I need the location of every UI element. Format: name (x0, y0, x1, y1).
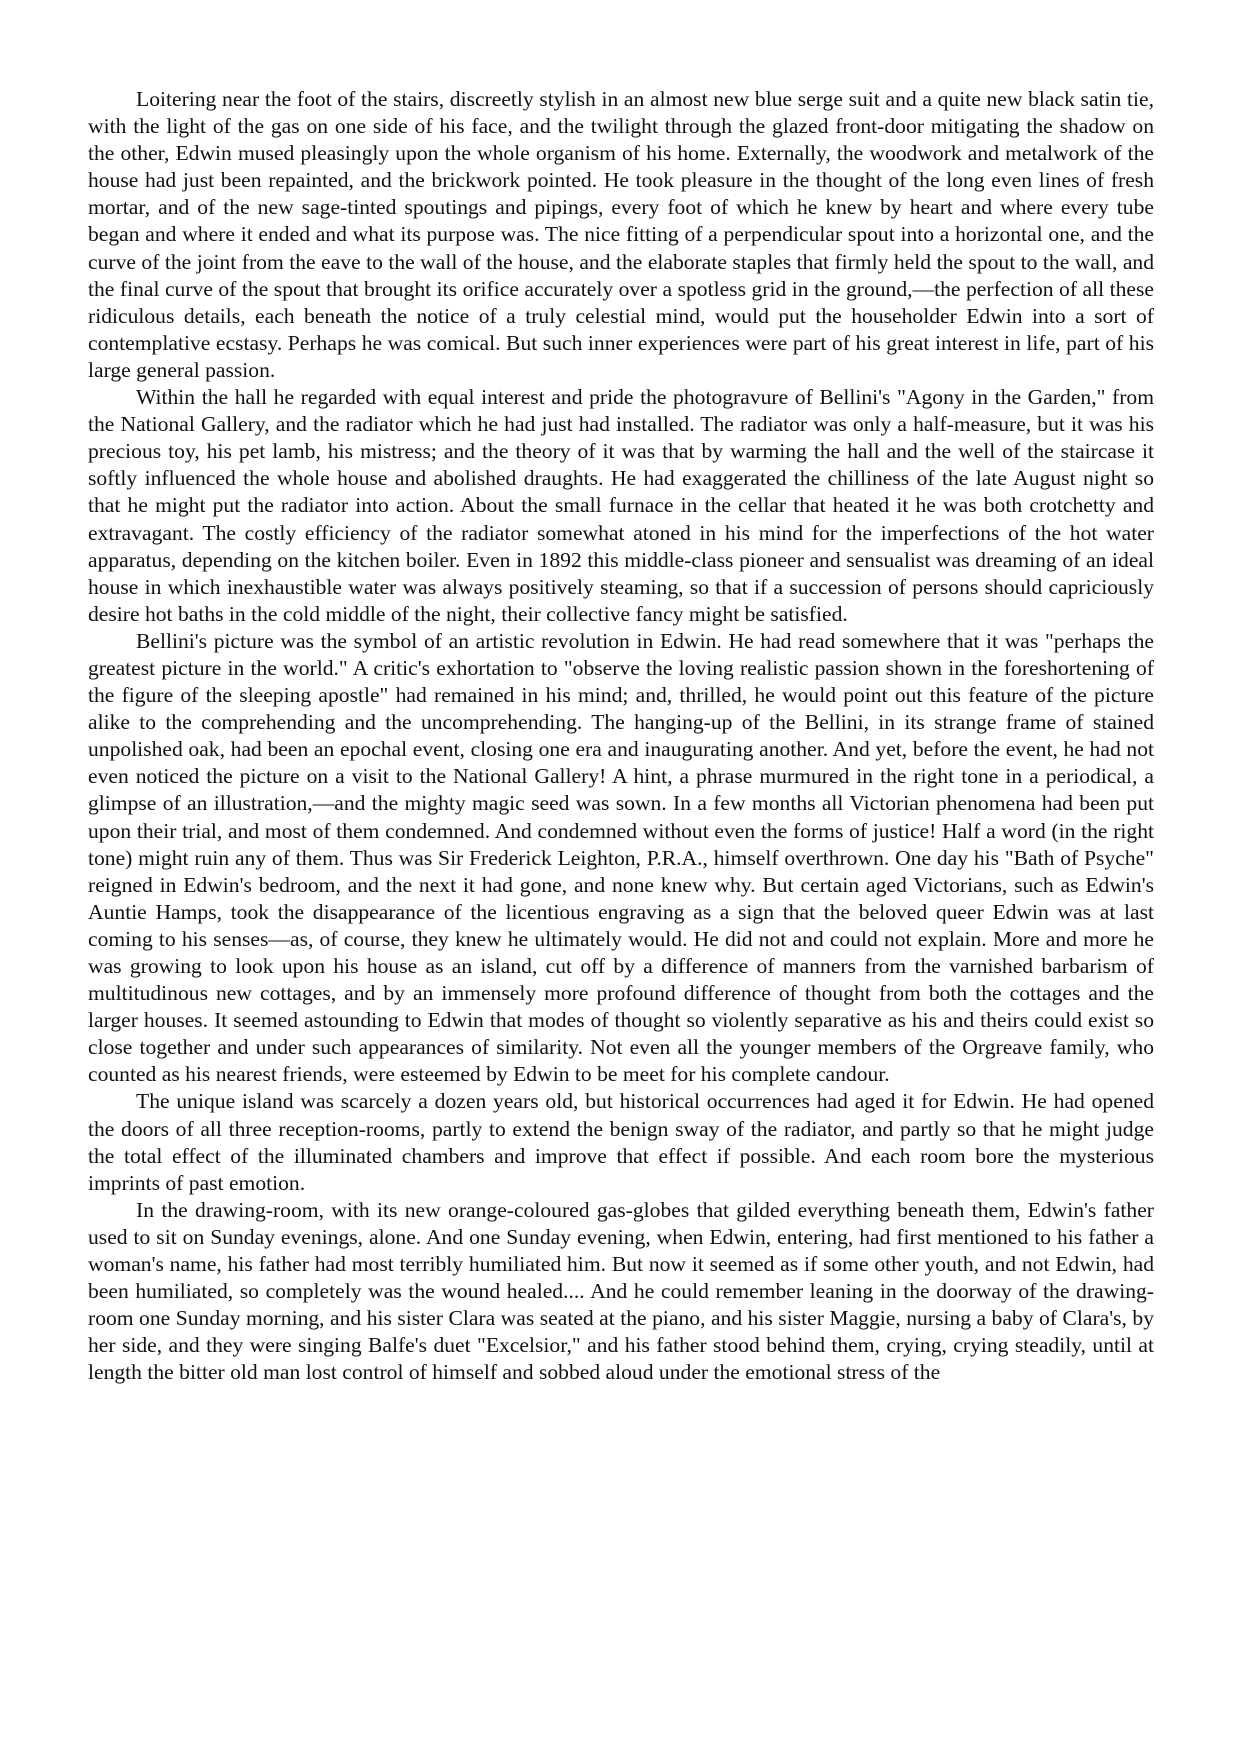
paragraph-4: The unique island was scarcely a dozen years old, but historical occurrences had aged it for Edwin. He had opened the doors of all three reception-rooms, partly to extend the benign sway of the radiator, and partly so that he might judge the total effect of the illuminated chambers and improve that effect if possible. And each room bore the mysterious imprints of past emotion. (88, 1089, 1154, 1195)
book-page (88, 86, 1154, 1387)
paragraph-1: Loitering near the foot of the stairs, discreetly stylish in an almost new blue serge suit and a quite new black satin tie, with the light of the gas on one side of his face, and the twilight through the glazed front-door mitigating the shadow on the other, Edwin mused pleasingly upon the whole organism of his home. Externally, the woodwork and metalwork of the house had just been repainted, and the brickwork pointed. He took pleasure in the thought of the long even lines of fresh mortar, and of the new sage-tinted spoutings and pipings, every foot of which he knew by heart and where every tube began and where it ended and what its purpose was. The nice fitting of a perpendicular spout into a horizontal one, and the curve of the joint from the eave to the wall of the house, and the elaborate staples that firmly held the spout to the wall, and the final curve of the spout that brought its orifice accurately over a spotless grid in the ground,—the perfection of all these ridiculous details, each beneath the notice of a truly celestial mind, would put the householder Edwin into a sort of contemplative ecstasy. Perhaps he was comical. But such inner experiences were part of his great interest in life, part of his large general passion. (88, 87, 1154, 382)
paragraph-2: Within the hall he regarded with equal interest and pride the photogravure of Bellini's "Agony in the Garden," from the National Gallery, and the radiator which he had just had installed. The radiator was only a half-measure, but it was his precious toy, his pet lamb, his mistress; and the theory of it was that by warming the hall and the well of the staircase it softly influenced the whole house and abolished draughts. He had exaggerated the chilliness of the late August night so that he might put the radiator into action. About the small furnace in the cellar that heated it he was both crotchetty and extravagant. The costly efficiency of the radiator somewhat atoned in his mind for the imperfections of the hot water apparatus, depending on the kitchen boiler. Even in 1892 this middle-class pioneer and sensualist was dreaming of an ideal house in which inexhaustible water was always positively steaming, so that if a succession of persons should capriciously desire hot baths in the cold middle of the night, their collective fancy might be satisfied. (88, 385, 1154, 626)
paragraph-3: Bellini's picture was the symbol of an artistic revolution in Edwin. He had read somewhere that it was "perhaps the greatest picture in the world." A critic's exhortation to "observe the loving realistic passion shown in the foreshortening of the figure of the sleeping apostle" had remained in his mind; and, thrilled, he would point out this feature of the picture alike to the comprehending and the uncomprehending. The hanging-up of the Bellini, in its strange frame of stained unpolished oak, had been an epochal event, closing one era and inaugurating another. And yet, before the event, he had not even noticed the picture on a visit to the National Gallery! A hint, a phrase murmured in the right tone in a periodical, a glimpse of an illustration,—and the mighty magic seed was sown. In a few months all Victorian phenomena had been put upon their trial, and most of them condemned. And condemned without even the forms of justice! Half a word (in the right tone) might ruin any of them. Thus was Sir Frederick Leighton, P.R.A., himself overthrown. One day his "Bath of Psyche" reigned in Edwin's bedroom, and the next it had gone, and none knew why. But certain aged Victorians, such as Edwin's Auntie Hamps, took the disappearance of the licentious engraving as a sign that the beloved queer Edwin was at last coming to his senses—as, of course, they knew he ultimately would. He did not and could not explain. More and more he was growing to look upon his house as an island, cut off by a difference of manners from the varnished barbarism of multitudinous new cottages, and by an immensely more profound difference of thought from both the cottages and the larger houses. It seemed astounding to Edwin that modes of thought so violently separative as his and theirs could exist so close together and under such appearances of similarity. Not even all the younger members of the Orgreave family, who counted as his nearest friends, were esteemed by Edwin to be meet for his complete candour. (88, 628, 1154, 1087)
paragraph-5: In the drawing-room, with its new orange-coloured gas-globes that gilded everything beneath them, Edwin's father used to sit on Sunday evenings, alone. And one Sunday evening, when Edwin, entering, had first mentioned to his father a woman's name, his father had most terribly humiliated him. But now it seemed as if some other youth, and not Edwin, had been humiliated, so completely was the wound healed.... And he could remember leaning in the doorway of the drawing-room one Sunday morning, and his sister Clara was seated at the piano, and his sister Maggie, nursing a baby of Clara's, by her side, and they were singing Balfe's duet "Excelsior," and his father stood behind them, crying, crying steadily, until at length the bitter old man lost control of himself and sobbed aloud under the emotional stress of the (88, 1197, 1154, 1385)
